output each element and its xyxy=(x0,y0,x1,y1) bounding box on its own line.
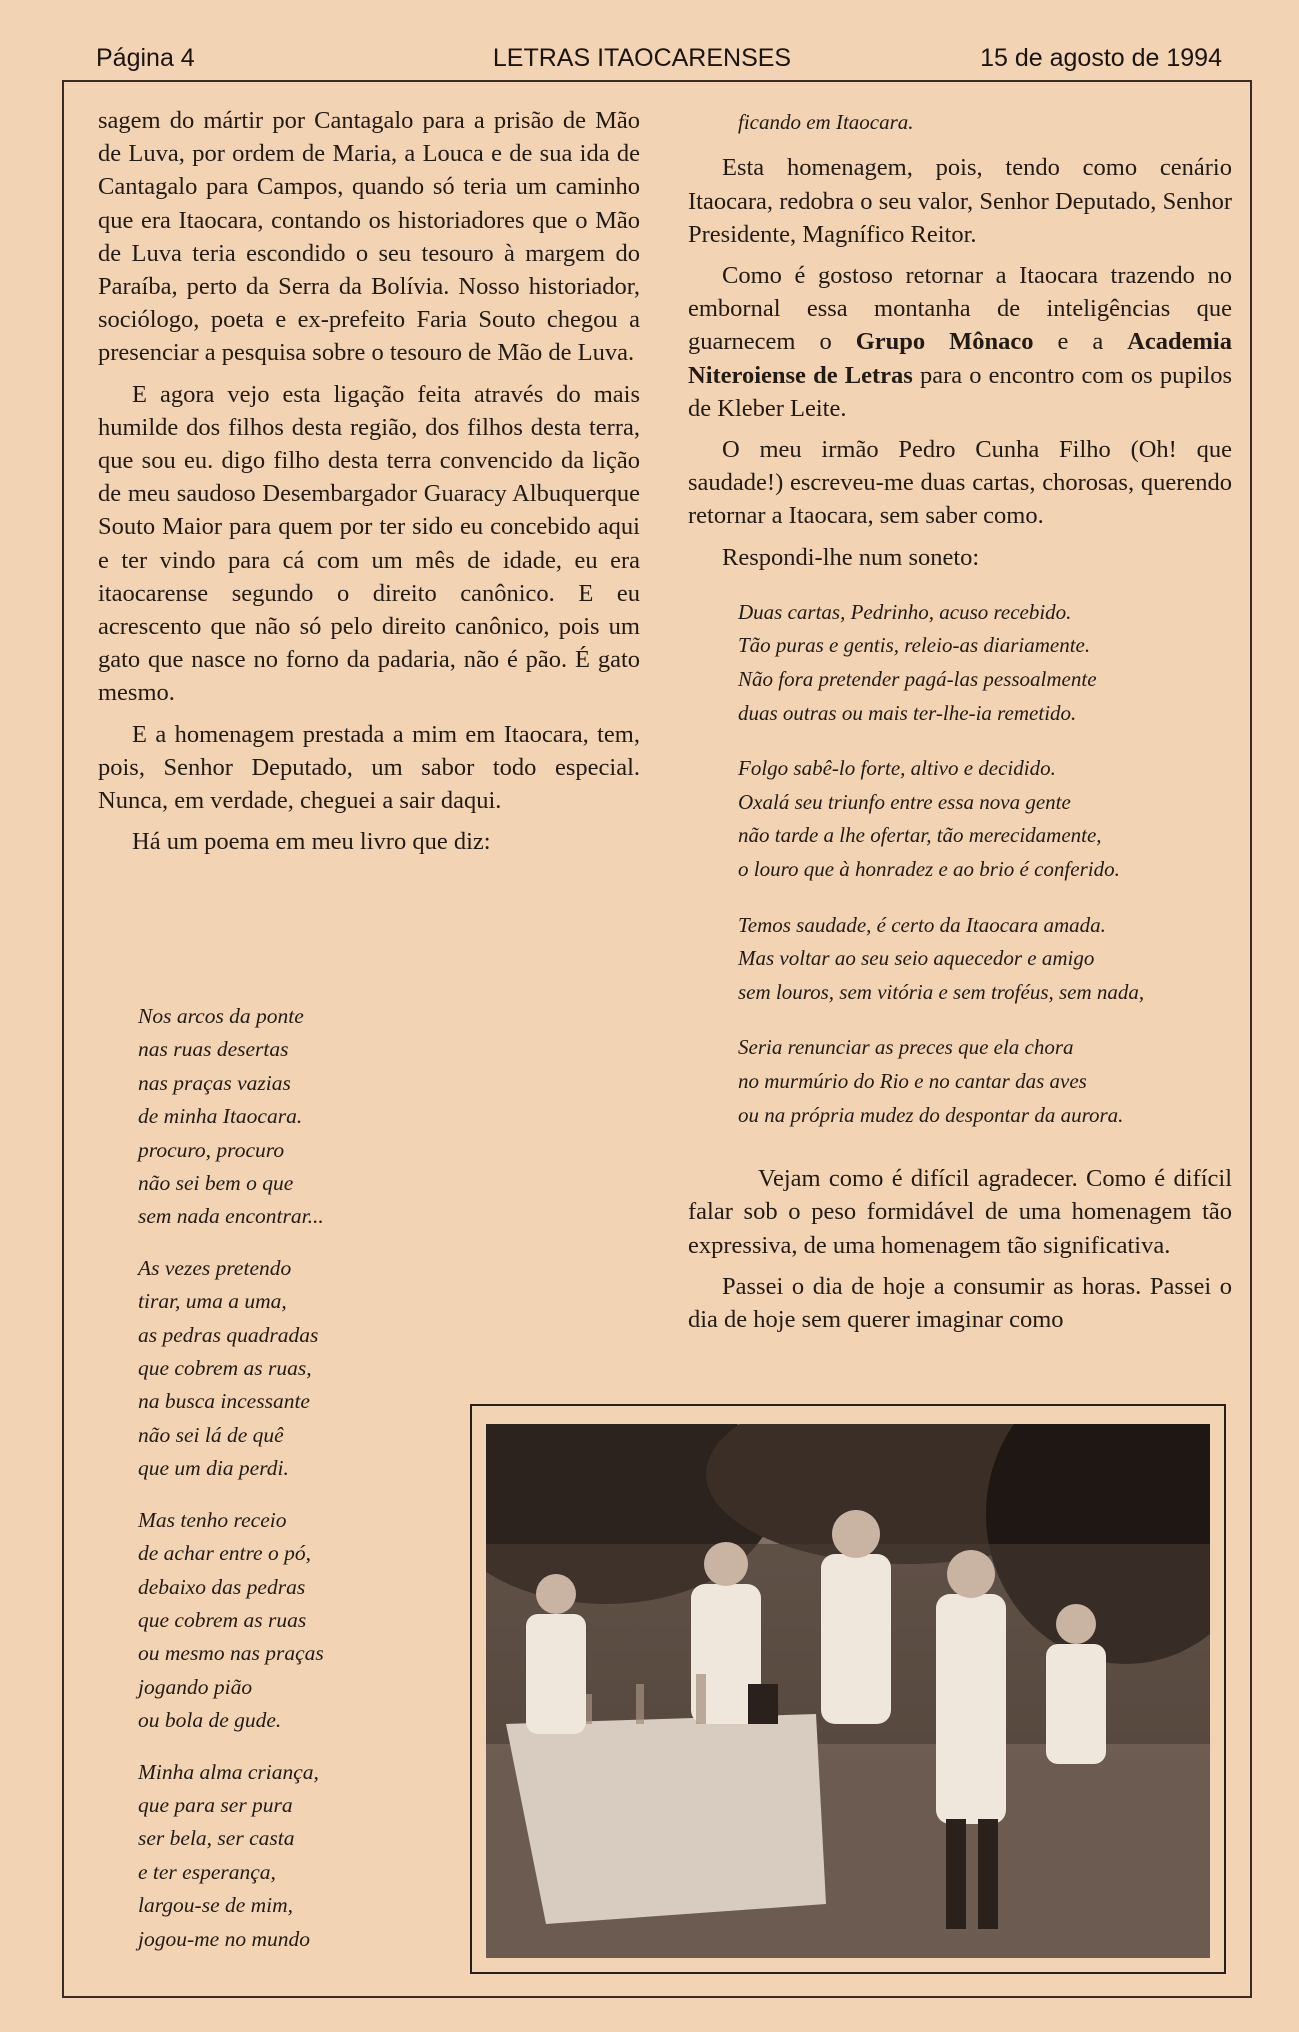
poem-line: que cobrem as ruas, xyxy=(138,1356,312,1381)
sonnet-stanza xyxy=(738,596,1232,730)
paragraph: Esta homenagem, pois, tendo como cenário Itaocara, redobra o seu valor, Senhor Deputado, Senhor Presidente, Magnífico Reitor. xyxy=(688,154,1232,248)
left-column xyxy=(98,104,640,866)
outdoor-gathering-photo xyxy=(486,1424,1210,1958)
poem-line: jogou-me no mundo xyxy=(138,1926,310,1951)
poem-line: as pedras quadradas xyxy=(138,1322,319,1347)
poem-line: Nos arcos da ponte xyxy=(138,1004,304,1028)
page-header xyxy=(62,44,1222,80)
poem-line: não tarde a lhe ofertar, tão merecidamente, xyxy=(738,823,1102,848)
poem-line: o louro que à honradez e ao brio é conferido. xyxy=(738,857,1120,881)
poem-line: procuro, procuro xyxy=(138,1137,285,1162)
poem-line: ou mesmo nas praças xyxy=(138,1641,324,1666)
poem-line: Seria renunciar as preces que ela chora xyxy=(738,1035,1074,1060)
poem-line: ou bola de gude. xyxy=(138,1708,282,1733)
poem-line: ou na própria mudez do despontar da aurora. xyxy=(738,1102,1124,1127)
continued-line: ficando em Itaocara. xyxy=(738,110,914,134)
poem-line: que para ser pura xyxy=(138,1792,293,1817)
poem-line: no murmúrio do Rio e no cantar das aves xyxy=(738,1068,1087,1093)
poem-line: nas praças vazias xyxy=(138,1070,291,1095)
page-number: Página 4 xyxy=(96,44,195,72)
poem-line: de minha Itaocara. xyxy=(138,1104,303,1129)
sonnet-stanza xyxy=(738,752,1232,886)
paragraph: sagem do mártir por Cantagalo para a prisão de Mão de Luva, por ordem de Maria, a Louca e de sua ida de Cantagalo para Campos, quando só teria um caminho que era Itaocara, contando os historiadores que o Mão de Luva teria escondido o seu tesouro à margem do Paraíba, perto da Serra da Bolívia. Nosso historiador, sociólogo, poeta e ex-prefeito Faria Souto chegou a presenciar a pesquisa sobre o tesouro de Mão de Luva. xyxy=(98,107,640,367)
paragraph: Passei o dia de hoje a consumir as horas. Passei o dia de hoje sem querer imaginar como xyxy=(688,1272,1232,1333)
poem-line: Minha alma criança, xyxy=(138,1759,319,1784)
poem-line: tirar, uma a uma, xyxy=(138,1289,287,1314)
newspaper-title: LETRAS ITAOCARENSES xyxy=(492,44,792,72)
poem-line: ser bela, ser casta xyxy=(138,1826,295,1851)
paragraph: Vejam como é difícil agradecer. Como é difícil falar sob o peso formidável de uma homenagem tão expressiva, de uma homenagem tão significativa. xyxy=(688,1165,1232,1259)
sonnet xyxy=(738,596,1232,1132)
paragraph: E agora vejo esta ligação feita através do mais humilde dos filhos desta região, dos filhos desta terra, que sou eu. digo filho desta terra convencido da lição de meu saudoso Desembargador Guaracy Albuquerque Souto Maior para quem por ter sido eu concebido aqui e ter vindo para cá com um mês de idade, eu era itaocarense segundo o direito canônico. E eu acrescento que não só pelo direito canônico, pois um gato que nasce no forno da padaria, não é pão. É gato mesmo. xyxy=(98,380,640,707)
photo-frame xyxy=(470,1404,1226,1974)
poem-line: Temos saudade, é certo da Itaocara amada. xyxy=(738,912,1106,937)
poem-line: Duas cartas, Pedrinho, acuso recebido. xyxy=(738,599,1072,624)
paragraph: O meu irmão Pedro Cunha Filho (Oh! que saudade!) escreveu-me duas cartas, chorosas, querendo retornar a Itaocara, sem saber como. xyxy=(688,436,1232,530)
poem-line: não sei bem o que xyxy=(138,1171,294,1196)
poem-line: e ter esperança, xyxy=(138,1859,276,1884)
poem-line: largou-se de mim, xyxy=(138,1893,294,1918)
poem-line: não sei lá de quê xyxy=(138,1422,284,1447)
poem-line: Mas voltar ao seu seio aquecedor e amigo xyxy=(738,946,1095,971)
sonnet-stanza xyxy=(738,909,1232,1010)
poem-line: Não fora pretender pagá-las pessoalmente xyxy=(738,667,1097,692)
poem-line: sem nada encontrar... xyxy=(138,1204,324,1229)
poem-line: Tão puras e gentis, releio-as diariamente. xyxy=(738,633,1091,658)
poem-line: sem louros, sem vitória e sem troféus, sem nada, xyxy=(738,979,1145,1004)
paragraph: Respondi-lhe num soneto: xyxy=(722,543,980,571)
right-column xyxy=(688,106,1232,1344)
poem-line: Oxalá seu triunfo entre essa nova gente xyxy=(738,789,1071,814)
poem-line: Mas tenho receio xyxy=(138,1507,287,1532)
sonnet-stanza xyxy=(738,1031,1232,1132)
paragraph: Como é gostoso retornar a Itaocara trazendo no embornal essa montanha de inteligências que guarnecem o Grupo Mônaco e a Academia Niteroiense de Letras para o encontro com os pupilos de Kleber Leite. xyxy=(688,262,1232,422)
poem-line: nas ruas desertas xyxy=(138,1037,289,1062)
poem-line: duas outras ou mais ter-lhe-ia remetido. xyxy=(738,700,1077,725)
paragraph: Há um poema em meu livro que diz: xyxy=(132,828,491,856)
poem-line: que um dia perdi. xyxy=(138,1456,289,1481)
poem-stanza xyxy=(138,1000,538,1234)
poem-line: debaixo das pedras xyxy=(138,1574,306,1599)
poem-line: As vezes pretendo xyxy=(138,1255,292,1280)
poem-line: que cobrem as ruas xyxy=(138,1607,307,1632)
photo-image xyxy=(486,1424,1210,1958)
paragraph: E a homenagem prestada a mim em Itaocara, tem, pois, Senhor Deputado, um sabor todo especial. Nunca, em verdade, cheguei a sair daqui. xyxy=(98,720,640,815)
poem-line: na busca incessante xyxy=(138,1389,310,1414)
poem-line: jogando pião xyxy=(138,1674,253,1699)
academy-name: Academia Niteroiense de Letras xyxy=(688,328,1232,389)
group-name: Grupo Mônaco xyxy=(855,328,1034,356)
poem-line: Folgo sabê-lo forte, altivo e decidido. xyxy=(738,756,1056,781)
poem-line: de achar entre o pó, xyxy=(138,1541,311,1566)
issue-date: 15 de agosto de 1994 xyxy=(980,44,1222,72)
